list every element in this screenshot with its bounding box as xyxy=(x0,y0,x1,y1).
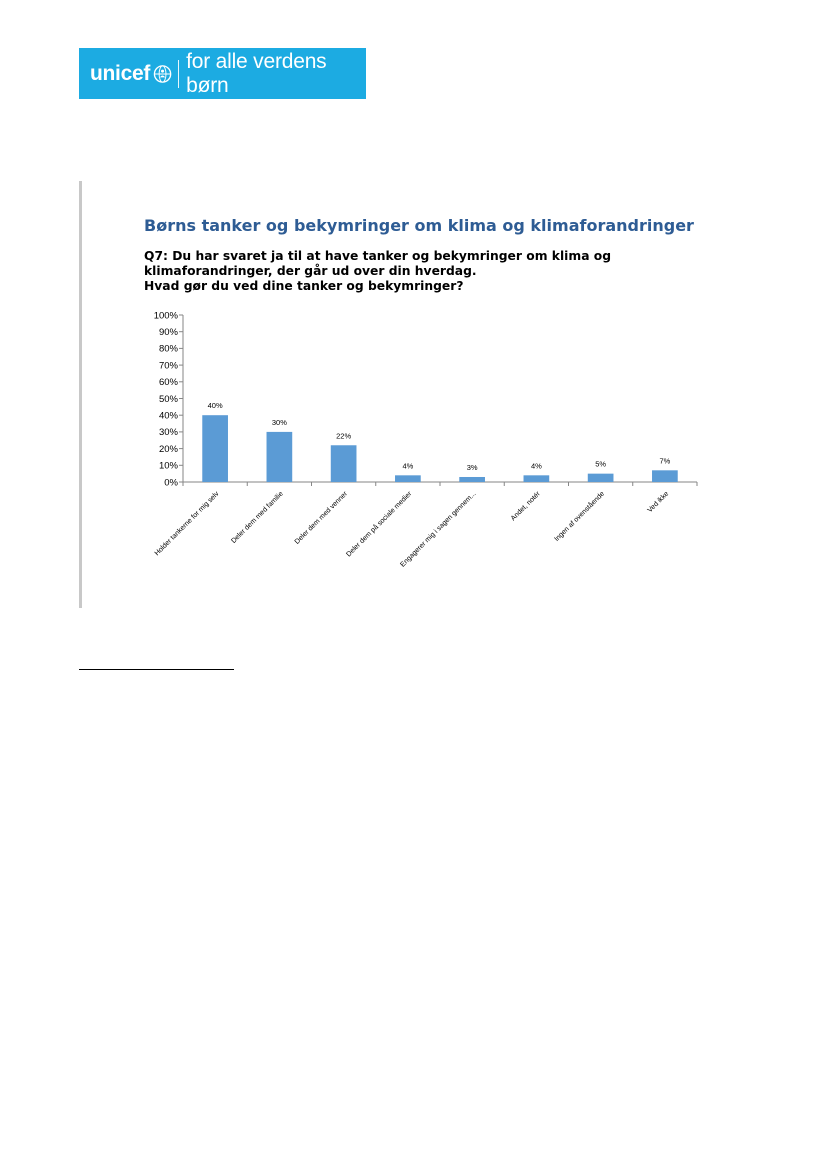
question-line-3: Hvad gør du ved dine tanker og bekymringer? xyxy=(144,279,464,293)
y-tick-label: 20% xyxy=(158,443,178,455)
y-tick-label: 10% xyxy=(158,460,178,472)
unicef-tagline: for alle verdens børn xyxy=(186,49,327,97)
category-label: Deler dem på sociale medier xyxy=(345,490,414,559)
data-label: 3% xyxy=(466,462,478,472)
category-label: Andet, notér xyxy=(509,490,542,523)
y-tick-label: 40% xyxy=(158,410,178,422)
bar xyxy=(267,432,293,482)
data-label: 4% xyxy=(530,461,542,471)
category-label: Deler dem med familie xyxy=(230,490,285,545)
survey-question xyxy=(144,249,611,294)
category-label: Engagerer mig i sagen gennem... xyxy=(399,490,478,569)
data-label: 30% xyxy=(271,417,287,427)
question-line-2: klimaforandringer, der går ud over din hverdag. xyxy=(144,264,477,278)
unicef-header-banner xyxy=(79,48,366,99)
y-tick-label: 30% xyxy=(158,427,178,439)
bar xyxy=(395,475,421,482)
category-label: Holder tankerne for mig selv xyxy=(153,490,221,558)
y-tick-label: 70% xyxy=(158,360,178,372)
unicef-globe-emblem-icon xyxy=(153,64,172,84)
bar xyxy=(524,475,550,482)
bar xyxy=(652,470,678,482)
bar xyxy=(202,415,228,482)
chart-title: Børns tanker og bekymringer om klima og klimaforandringer xyxy=(144,216,694,235)
data-label: 40% xyxy=(207,401,223,411)
category-label: Ved ikke xyxy=(646,490,671,515)
y-tick-label: 60% xyxy=(158,377,178,389)
category-label: Ingen af ovenstående xyxy=(553,490,607,544)
y-tick-label: 0% xyxy=(164,477,178,489)
data-label: 22% xyxy=(336,431,352,441)
chart-border-bar xyxy=(79,181,82,608)
bar-chart xyxy=(120,300,720,600)
y-tick-label: 80% xyxy=(158,343,178,355)
y-tick-label: 100% xyxy=(153,310,178,322)
bar xyxy=(459,477,485,482)
y-tick-label: 90% xyxy=(158,327,178,338)
y-tick-label: 50% xyxy=(158,393,178,405)
footnote-separator xyxy=(79,669,234,670)
data-label: 4% xyxy=(402,461,414,471)
data-label: 7% xyxy=(659,456,671,466)
data-label: 5% xyxy=(595,459,607,469)
banner-divider xyxy=(178,60,179,88)
bar xyxy=(588,474,614,482)
bar xyxy=(331,445,357,482)
unicef-wordmark: unicef xyxy=(90,61,151,85)
category-label: Deler dem med venner xyxy=(293,490,350,546)
question-line-1: Q7: Du har svaret ja til at have tanker og bekymringer om klima og xyxy=(144,249,612,263)
